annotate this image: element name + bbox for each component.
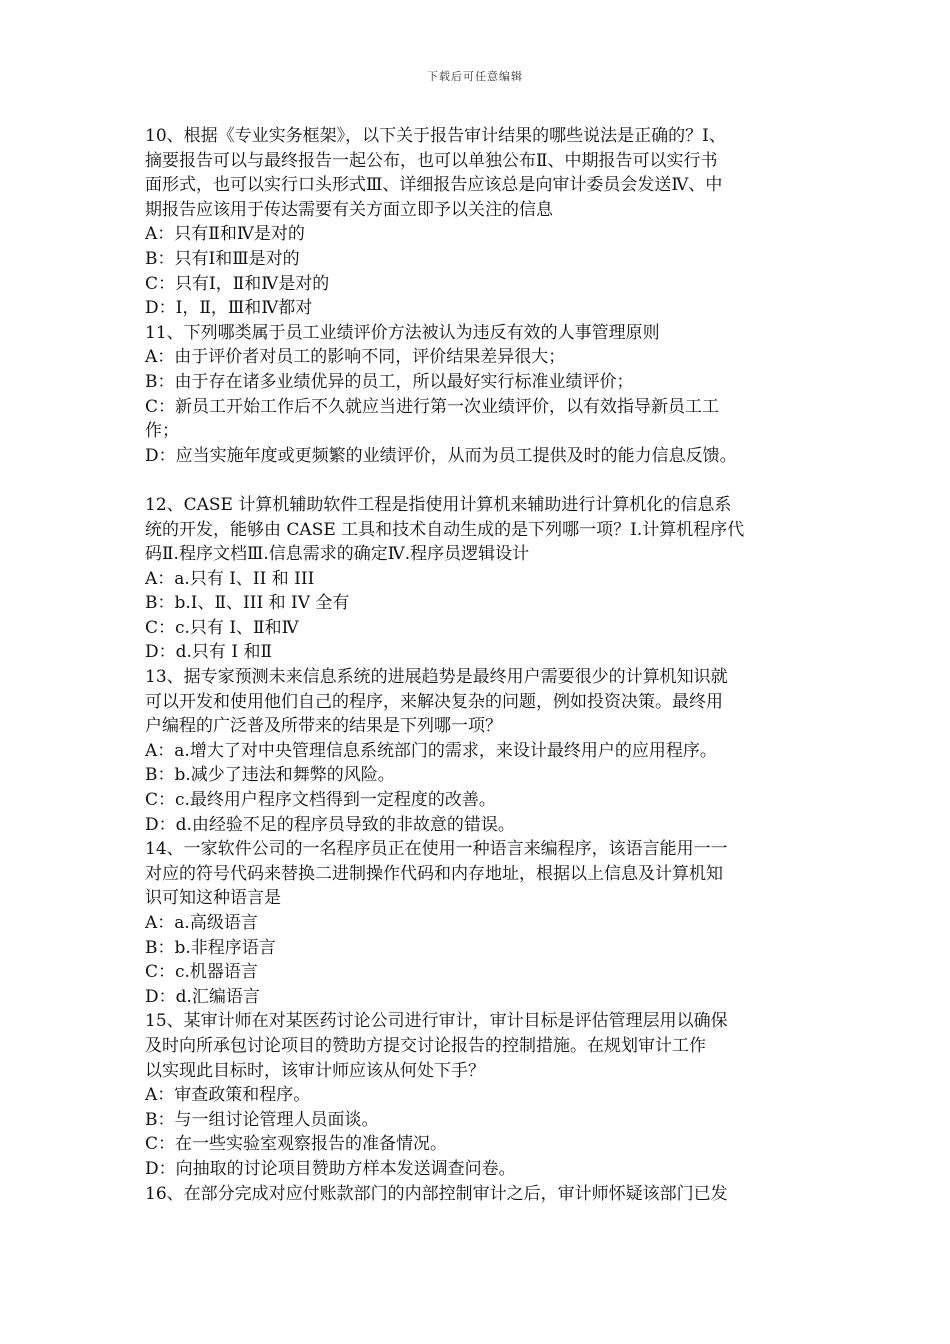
text-line: B：只有Ⅰ和Ⅲ是对的 bbox=[145, 248, 300, 269]
text-line: 14、一家软件公司的一名程序员正在使用一种语言来编程序，该语言能用一一 bbox=[145, 839, 728, 860]
document-body bbox=[145, 124, 810, 1206]
text-line: D：d.只有 I 和Ⅱ bbox=[145, 642, 272, 663]
text-line: 面形式，也可以实行口头形式Ⅲ、详细报告应该总是向审计委员会发送Ⅳ、中 bbox=[145, 175, 723, 196]
text-line: A：a.只有 I、II 和 III bbox=[145, 568, 315, 589]
text-line: C：新员工开始工作后不久就应当进行第一次业绩评价，以有效指导新员工工 bbox=[145, 396, 720, 417]
text-line: C：只有Ⅰ，Ⅱ和Ⅳ是对的 bbox=[145, 273, 330, 294]
text-line: 16、在部分完成对应付账款部门的内部控制审计之后，审计师怀疑该部门已发 bbox=[145, 1183, 728, 1204]
text-line: 13、据专家预测未来信息系统的进展趋势是最终用户需要很少的计算机知识就 bbox=[145, 667, 728, 688]
text-line: 期报告应该用于传达需要有关方面立即予以关注的信息 bbox=[145, 199, 553, 220]
text-line: D：d.汇编语言 bbox=[145, 986, 260, 1007]
text-line: A：a.增大了对中央管理信息系统部门的需求，来设计最终用户的应用程序。 bbox=[145, 740, 717, 761]
text-line: C：c.机器语言 bbox=[145, 962, 258, 983]
text-line: 10、根据《专业实务框架》，以下关于报告审计结果的哪些说法是正确的？Ⅰ、 bbox=[145, 126, 726, 146]
text-line: A：a.高级语言 bbox=[145, 913, 258, 933]
text-line: 户编程的广泛普及所带来的结果是下列哪一项？ bbox=[145, 716, 502, 737]
text-line: 15、某审计师在对某医药讨论公司进行审计，审计目标是评估管理层用以确保 bbox=[145, 1011, 728, 1032]
text-line: 以实现此目标时，该审计师应该从何处下手？ bbox=[145, 1060, 485, 1081]
text-line: 及时向所承包讨论项目的赞助方提交讨论报告的控制措施。在规划审计工作 bbox=[145, 1035, 706, 1056]
text-line: C：在一些实验室观察报告的准备情况。 bbox=[145, 1134, 448, 1155]
text-line: 可以开发和使用他们自己的程序，来解决复杂的问题，例如投资决策。最终用 bbox=[145, 691, 723, 712]
text-line: D：Ⅰ，Ⅱ，Ⅲ和Ⅳ都对 bbox=[145, 298, 313, 319]
text-line: A：审查政策和程序。 bbox=[145, 1085, 311, 1106]
text-line: B：b.I、Ⅱ、III 和 IV 全有 bbox=[145, 593, 350, 614]
text-line: 12、CASE 计算机辅助软件工程是指使用计算机来辅助进行计算机化的信息系 bbox=[145, 494, 732, 515]
text-line: 识可知这种语言是 bbox=[145, 888, 281, 909]
text-line: C：c.只有 I、Ⅱ和Ⅳ bbox=[145, 617, 299, 638]
text-line: B：b.非程序语言 bbox=[145, 937, 276, 958]
text-line: D：向抽取的讨论项目赞助方样本发送调查问卷。 bbox=[145, 1158, 516, 1179]
text-line: D：应当实施年度或更频繁的业绩评价，从而为员工提供及时的能力信息反馈。 bbox=[145, 445, 737, 466]
text-line: B：与一组讨论管理人员面谈。 bbox=[145, 1109, 379, 1130]
page-header: 下载后可任意编辑 bbox=[427, 70, 523, 83]
text-line: B：由于存在诸多业绩优异的员工，所以最好实行标准业绩评价； bbox=[145, 371, 634, 392]
text-line: 统的开发，能够由 CASE 工具和技术自动生成的是下列哪一项？Ⅰ.计算机程序代 bbox=[145, 519, 745, 540]
text-line: D：d.由经验不足的程序员导致的非故意的错误。 bbox=[145, 814, 515, 835]
text-line: 码Ⅱ.程序文档Ⅲ.信息需求的确定Ⅳ.程序员逻辑设计 bbox=[145, 544, 530, 565]
text-line: B：b.减少了违法和舞弊的风险。 bbox=[145, 765, 395, 786]
text-line: A：只有Ⅱ和Ⅳ是对的 bbox=[145, 224, 305, 245]
text-line: 11、下列哪类属于员工业绩评价方法被认为违反有效的人事管理原则 bbox=[145, 322, 660, 343]
blank-line bbox=[145, 468, 810, 493]
text-line: A：由于评价者对员工的影响不同，评价结果差异很大； bbox=[145, 347, 566, 368]
text-line: 作； bbox=[145, 421, 179, 442]
text-line: 摘要报告可以与最终报告一起公布，也可以单独公布Ⅱ、中期报告可以实行书 bbox=[145, 150, 718, 171]
text-line: C：c.最终用户程序文档得到一定程度的改善。 bbox=[145, 790, 496, 811]
text-line: 对应的符号代码来替换二进制操作代码和内存地址，根据以上信息及计算机知 bbox=[145, 863, 723, 884]
